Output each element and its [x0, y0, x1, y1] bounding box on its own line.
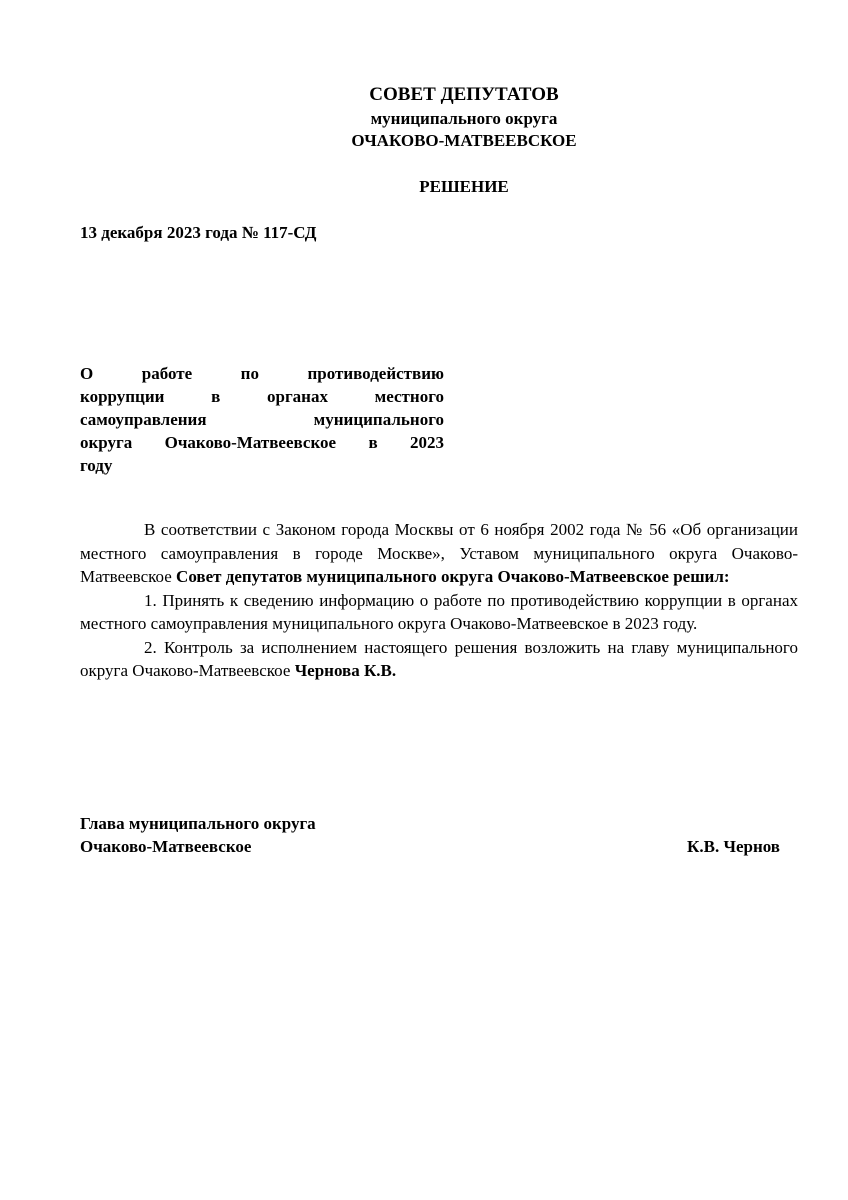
subject-line: округа Очаково-Матвеевское в 2023	[80, 433, 444, 452]
preamble-resolution-text: Совет депутатов муниципального округа Очаково-Матвеевское решил:	[176, 567, 730, 586]
signatory-position-line1: Глава муниципального округа	[80, 814, 316, 833]
document-body	[80, 518, 798, 683]
signature-row	[80, 835, 780, 858]
council-title: СОВЕТ ДЕПУТАТОВ	[369, 84, 559, 105]
preamble-paragraph	[80, 518, 798, 589]
council-subtitle: муниципального округа	[370, 109, 558, 128]
district-name: ОЧАКОВО-МАТВЕЕВСКОЕ	[351, 131, 577, 150]
item-2-text: 2. Контроль за исполнением настоящего решения возложить на главу муниципального округа Очаково-Матвеевское	[80, 637, 798, 680]
signatory-position-line2: Очаково-Матвеевское	[80, 837, 252, 856]
preamble-text: В соответствии с Законом города Москвы от 6 ноября 2002 года № 56 «Об организации местного самоуправления в городе Москве», Уставом муниципального округа Очаково-Матвеевское	[80, 520, 798, 586]
signatory-name: К.В. Чернов	[687, 837, 780, 856]
document-subject	[80, 362, 444, 477]
decision-item-1: 1. Принять к сведению информацию о работе по противодействию коррупции в органах местного самоуправления муниципального округа Очаково-Матвеевское в 2023 году.	[80, 590, 798, 633]
decision-item-2	[80, 636, 798, 683]
subject-line: О работе по противодействию	[80, 364, 444, 383]
subject-line: коррупции в органах местного	[80, 387, 444, 406]
signature-block	[80, 812, 780, 858]
subject-line: самоуправления муниципального	[80, 410, 444, 429]
item-2-responsible: Чернова К.В.	[294, 661, 397, 680]
document-date-number: 13 декабря 2023 года № 117-СД	[80, 223, 317, 242]
document-type: РЕШЕНИЕ	[419, 177, 509, 196]
subject-line: году	[80, 456, 113, 475]
